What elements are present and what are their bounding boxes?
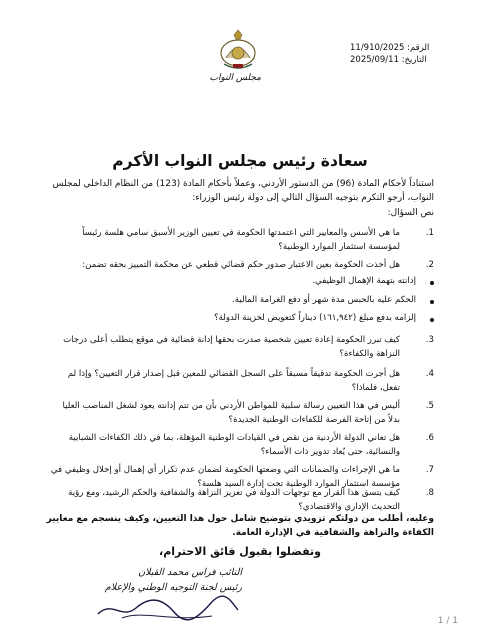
question-text: أليس في هذا التعيين رسالة سلبية للمواطن الأردني بأن من تتم إدانته يعود لشغل المناصب العليا بدلاً من إتاحة الفرصة للكفاءات الوطنية الجديدة؟ — [62, 401, 400, 425]
page-number: 1 / 1 — [437, 616, 458, 626]
list-item — [116, 276, 416, 286]
bullet-text: إلزامه بدفع مبلغ (١٦١,٩٤٢) ديناراً كتعويض لخزينة الدولة؟ — [214, 313, 416, 323]
question-number: 6. — [425, 433, 434, 443]
closing-paragraph: وعليه، أطلب من دولتكم تزويدي بتوضيح شامل حول هذا التعيين، وكيف ينسجم مع معايير الكفاءة والنزاهة والشفافية في الإدارة العامة. — [46, 514, 434, 538]
jordan-emblem-icon — [216, 28, 260, 72]
question-number: 5. — [425, 401, 434, 411]
bullet-dot-icon — [430, 281, 434, 285]
reference-block — [350, 42, 436, 66]
bullet-text: الحكم عليه بالحبس مدة شهر أو دفع الغرامة المالية. — [232, 295, 416, 305]
regards-line: وتفضلوا بقبول فائق الاحترام، — [159, 545, 321, 558]
reference-date: التاريخ: 2025/09/11 — [350, 55, 427, 65]
question-text: هل أجرت الحكومة تدقيقاً مسبقاً على السجل القضائي للمعين قبل إصدار قرار التعيين؟ وإذا لم تفعل، فلماذا؟ — [67, 369, 400, 393]
question-text: كيف تبرر الحكومة إعادة تعيين شخصية صدرت بحقها إدانة قضائية في موقع يتطلب أعلى درجات النزاهة والكفاءة؟ — [63, 335, 400, 359]
question-number: 1. — [425, 228, 434, 238]
question-text: كيف يتسق هذا القرار مع توجهات الدولة في تعزيز النزاهة والشفافية والحكم الرشيد، ومع رؤية التحديث الإداري والاقتصادي؟ — [68, 488, 400, 512]
bullet-text: إدانته بتهمة الإهمال الوظيفي. — [312, 276, 416, 286]
question-number: 8. — [425, 488, 434, 498]
question-number: 7. — [425, 465, 434, 475]
signatory-name: النائب فراس محمد القبلان — [138, 567, 242, 578]
handwritten-signature-icon — [92, 590, 242, 624]
reference-number: الرقم: 11/910/2025 — [350, 43, 430, 53]
question-text: ما هي الإجراءات والضمانات التي وضعتها الحكومة لضمان عدم تكرار أي إهمال أو إخلال وظيفي في مؤسسة استثمار الموارد الوطنية تحت إدارة السيد هلسة؟ — [50, 465, 400, 489]
council-name: مجلس النواب — [209, 73, 261, 83]
list-item — [116, 295, 416, 305]
question-text: ما هي الأسس والمعايير التي اعتمدتها الحكومة في تعيين الوزير الأسبق سامي هلسة رئيساً لمؤسسة استثمار الموارد الوطنية؟ — [82, 228, 400, 252]
bullet-dot-icon — [430, 318, 434, 322]
question-number: 4. — [425, 369, 434, 379]
question-text: هل أخذت الحكومة بعين الاعتبار صدور حكم قضائي قطعي عن محكمة التمييز بحقه تضمن: — [82, 260, 400, 270]
question-number: 2. — [425, 260, 434, 270]
intro-paragraph: استناداً لأحكام المادة (96) من الدستور الأردني، وعملاً بأحكام المادة (123) من النظام الداخلي لمجلس النواب، أرجو التكرم بتوجيه السؤال التالي إلى دولة رئيس الوزراء: — [52, 179, 434, 203]
question-text: هل تعاني الدولة الأردنية من نقص في القيادات الوطنية المؤهلة، بما في ذلك الكفاءات الشبابية والنسائية، حتى يُعاد تدوير ذات الأسماء؟ — [68, 433, 400, 457]
list-item — [116, 313, 416, 323]
bullet-dot-icon — [430, 300, 434, 304]
page-title: سعادة رئيس مجلس النواب الأكرم — [112, 152, 368, 170]
signatory-title: رئيس لجنة التوجيه الوطني والإعلام — [104, 582, 242, 593]
question-number: 3. — [425, 335, 434, 345]
questions-heading: نص السؤال: — [387, 208, 434, 218]
